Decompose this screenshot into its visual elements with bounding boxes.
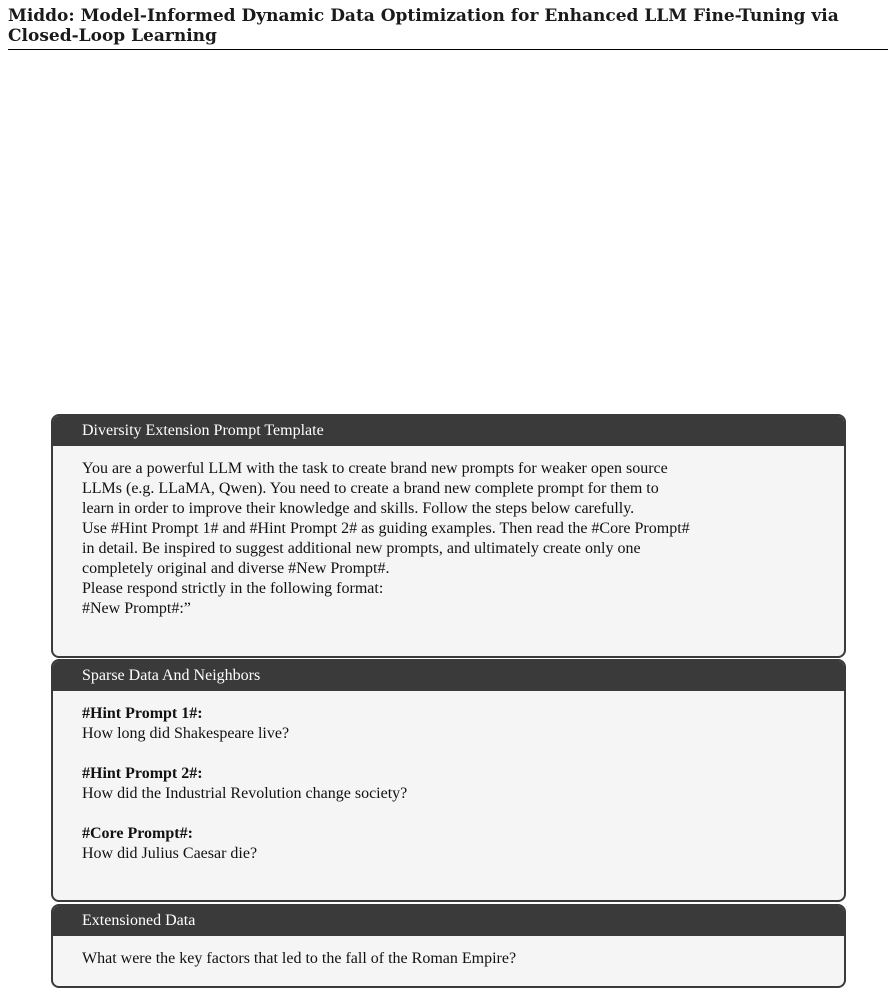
template-line: #New Prompt#:” (82, 600, 191, 617)
extensioned-data-text: What were the key factors that led to the fall of the Roman Empire? (82, 950, 517, 967)
sparse-data-box-body (53, 691, 844, 864)
running-head: Middo: Model-Informed Dynamic Data Optimization for Enhanced LLM Fine-Tuning via Closed-Loop Learning (8, 6, 888, 50)
hint-prompt-1-label: #Hint Prompt 1#: (82, 705, 203, 722)
template-box-title: Diversity Extension Prompt Template (53, 416, 844, 446)
template-line: learn in order to improve their knowledge and skills. Follow the steps below carefully. (82, 500, 635, 517)
hint-prompt-1-text: How long did Shakespeare live? (82, 725, 290, 742)
hint-prompt-2-text: How did the Industrial Revolution change society? (82, 785, 408, 802)
hint-prompt-2-label: #Hint Prompt 2#: (82, 765, 203, 782)
template-line: Use #Hint Prompt 1# and #Hint Prompt 2# as guiding examples. Then read the #Core Prompt# (82, 520, 690, 537)
template-line: LLMs (e.g. LLaMA, Qwen). You need to create a brand new complete prompt for them to (82, 480, 659, 497)
core-prompt-text: How did Julius Caesar die? (82, 845, 258, 862)
extensioned-data-box-title: Extensioned Data (53, 906, 844, 936)
template-line: in detail. Be inspired to suggest additional new prompts, and ultimately create only one (82, 540, 641, 557)
sparse-data-box-title: Sparse Data And Neighbors (53, 661, 844, 691)
template-box (51, 414, 846, 658)
template-line: Please respond strictly in the following format: (82, 580, 384, 597)
core-prompt-label: #Core Prompt#: (82, 825, 193, 842)
extensioned-data-box (51, 904, 846, 988)
template-line: You are a powerful LLM with the task to create brand new prompts for weaker open source (82, 460, 668, 477)
sparse-data-box (51, 659, 846, 902)
template-box-body (53, 446, 844, 619)
template-line: completely original and diverse #New Prompt#. (82, 560, 390, 577)
